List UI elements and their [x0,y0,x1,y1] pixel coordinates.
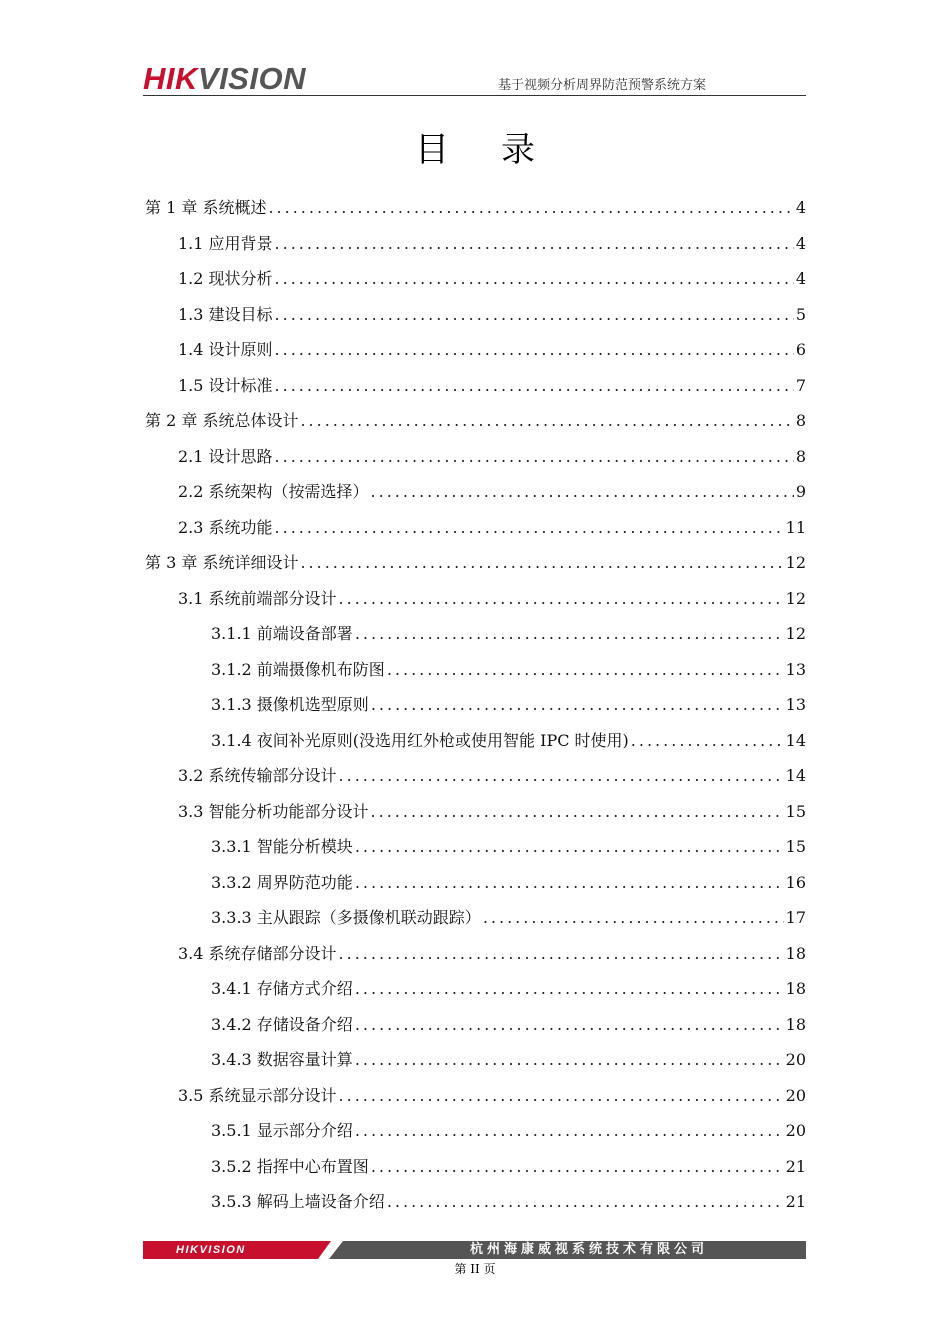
toc-entry[interactable] [211,723,806,759]
toc-leader-dots [339,758,784,794]
toc-leader-dots [371,794,784,830]
toc-leader-dots [355,829,784,865]
toc-entry[interactable] [211,616,806,652]
toc-entry-page: 20 [785,1050,806,1069]
toc-leader-dots [355,971,784,1007]
toc-entry-page: 7 [795,375,806,395]
toc-entry[interactable] [211,652,806,688]
toc-entry[interactable] [211,1113,806,1149]
toc-leader-dots [300,545,783,581]
toc-entry-page: 13 [785,659,806,679]
toc-entry-page: 13 [785,695,806,714]
toc-entry[interactable] [178,1078,806,1114]
toc-entry[interactable] [211,900,806,936]
toc-entry-label: 2.1 设计思路 [178,446,273,466]
toc-entry[interactable] [178,474,806,510]
toc-leader-dots [275,368,794,404]
toc-leader-dots [387,652,784,688]
toc-leader-dots [339,581,784,617]
toc-entry-page: 21 [785,1192,806,1211]
toc-leader-dots [268,190,793,226]
toc-leader-dots [355,1042,784,1078]
toc-entry-page: 21 [785,1156,806,1176]
toc-leader-dots [387,1184,784,1220]
toc-entry-page: 20 [785,1121,806,1140]
toc-leader-dots [371,474,794,510]
toc-entry-label: 3.3.2 周界防范功能 [211,872,353,892]
toc-entry[interactable] [178,297,806,333]
toc-entry-label: 3.3 智能分析功能部分设计 [178,801,369,821]
toc-entry-label: 3.1.2 前端摄像机布防图 [211,659,385,679]
toc-entry-label: 第 1 章 系统概述 [145,198,267,217]
toc-leader-dots [483,900,784,936]
toc-entry-page: 5 [795,304,806,324]
toc-entry[interactable] [145,190,806,226]
toc-entry-label: 3.4 系统存储部分设计 [178,943,337,963]
toc-entry-page: 12 [785,588,806,608]
toc-entry-label: 3.1.3 摄像机选型原则 [211,695,369,714]
toc-leader-dots [339,936,784,972]
toc-leader-dots [355,616,784,652]
toc-entry[interactable] [178,581,806,617]
toc-entry-page: 18 [785,943,806,963]
toc-entry-page: 12 [785,624,806,643]
toc-entry[interactable] [178,510,806,546]
toc-entry-label: 第 2 章 系统总体设计 [145,411,299,430]
header-divider [143,95,806,96]
toc-entry-page: 18 [785,979,806,998]
toc-leader-dots [275,261,794,297]
toc-leader-dots [355,1113,784,1149]
toc-entry[interactable] [211,1007,806,1043]
toc-entry[interactable] [178,261,806,297]
toc-entry-page: 6 [795,340,806,359]
toc-entry-label: 2.2 系统架构（按需选择） [178,482,369,501]
toc-entry[interactable] [178,368,806,404]
toc-entry-page: 4 [795,269,806,288]
toc-leader-dots [300,403,793,439]
toc-leader-dots [355,1007,784,1043]
toc-leader-dots [371,1149,784,1185]
toc-entry-label: 3.1.4 夜间补光原则(没选用红外枪或使用智能 IPC 时使用) [211,730,629,750]
toc-entry-page: 15 [785,801,806,821]
hikvision-logo [143,62,306,96]
toc-entry[interactable] [211,1042,806,1078]
toc-entry[interactable] [178,794,806,830]
toc-entry[interactable] [211,971,806,1007]
toc-leader-dots [275,510,784,546]
toc-entry-page: 17 [785,908,806,927]
toc-entry-page: 18 [785,1014,806,1034]
toc-entry-page: 20 [785,1085,806,1105]
toc-entry[interactable] [178,332,806,368]
toc-entry-label: 3.1.1 前端设备部署 [211,624,353,643]
toc-entry-label: 3.5.3 解码上墙设备介绍 [211,1192,385,1211]
toc-entry-label: 1.3 建设目标 [178,304,273,324]
toc-entry-label: 1.4 设计原则 [178,340,273,359]
toc-entry-label: 1.5 设计标准 [178,375,273,395]
toc-entry-label: 1.2 现状分析 [178,269,273,288]
toc-entry-page: 9 [795,482,806,501]
toc-entry-page: 4 [795,233,806,253]
page-number: 第 II 页 [454,1262,496,1276]
toc-entry[interactable] [145,545,806,581]
logo-hik: HIK [143,61,198,96]
header-doc-title: 基于视频分析周界防范预警系统方案 [497,78,706,93]
toc-entry-label: 第 3 章 系统详细设计 [145,553,299,572]
toc-leader-dots [275,332,794,368]
toc-entry[interactable] [211,1184,806,1220]
toc-entry[interactable] [178,936,806,972]
toc-entry-label: 3.4.1 存储方式介绍 [211,979,353,998]
toc-entry-label: 3.5 系统显示部分设计 [178,1085,337,1105]
toc-entry-label: 3.1 系统前端部分设计 [178,588,337,608]
toc-leader-dots [275,439,794,475]
toc-entry-page: 8 [795,411,806,430]
toc-entry[interactable] [145,403,806,439]
toc-leader-dots [275,297,794,333]
toc-entry[interactable] [178,226,806,262]
toc-entry-page: 12 [785,553,806,572]
footer-company: 杭州海康威视系统技术有限公司 [470,1242,709,1257]
toc-leader-dots [275,226,794,262]
toc-entry[interactable] [178,439,806,475]
toc-leader-dots [339,1078,784,1114]
toc-entry-label: 3.2 系统传输部分设计 [178,766,337,785]
toc-leader-dots [371,687,784,723]
toc-leader-dots [631,723,784,759]
toc-entry[interactable] [211,829,806,865]
toc-entry-page: 16 [785,872,806,892]
toc-entry-page: 4 [795,198,806,217]
toc-entry-label: 1.1 应用背景 [178,233,273,253]
page-title: 目录 [415,130,587,170]
logo-vision: VISION [197,61,306,96]
toc-entry-label: 3.4.3 数据容量计算 [211,1050,353,1069]
toc-entry-page: 8 [795,446,806,466]
toc-entry-label: 3.4.2 存储设备介绍 [211,1014,353,1034]
toc-entry-page: 15 [785,837,806,856]
toc-entry-label: 3.5.2 指挥中心布置图 [211,1156,369,1176]
toc-entry[interactable] [178,758,806,794]
toc-entry[interactable] [211,687,806,723]
toc-entry-label: 2.3 系统功能 [178,517,273,537]
toc-entry-label: 3.3.3 主从跟踪（多摄像机联动跟踪） [211,908,481,927]
toc-entry[interactable] [211,865,806,901]
toc-leader-dots [355,865,784,901]
toc-entry-label: 3.5.1 显示部分介绍 [211,1121,353,1140]
toc-entry-label: 3.3.1 智能分析模块 [211,837,353,856]
toc-entry-page: 14 [785,730,806,750]
toc-entry[interactable] [211,1149,806,1185]
toc-entry-page: 11 [785,517,806,537]
toc-entry-page: 14 [785,766,806,785]
footer-brand: HIKVISION [176,1244,246,1256]
